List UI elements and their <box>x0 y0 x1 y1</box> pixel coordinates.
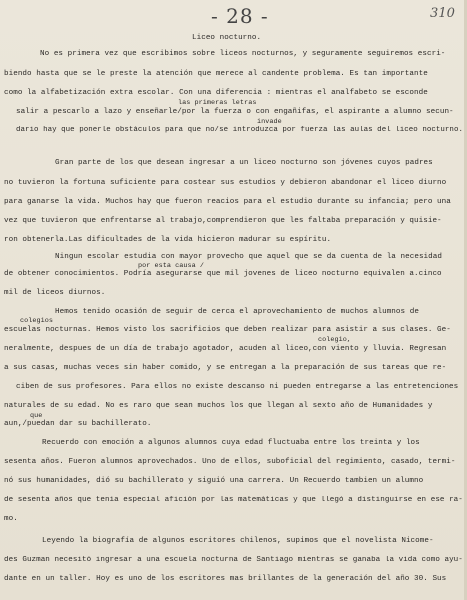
text-line: biendo hasta que se le preste la atención que merece al candente problema. Es tan importante <box>4 70 428 78</box>
interlinear-correction: por esta causa / <box>138 262 205 270</box>
text-line: sesenta años. Fueron alumnos aprovechados. Uno de ellos, suboficial del regimiento, casado, termi- <box>4 458 456 466</box>
document-title: Liceo nocturno. <box>192 34 262 42</box>
text-line: dario hay que ponerle obstáculos para que no/se introduzca por fuerza las aulas del liceo nocturno. <box>16 126 463 134</box>
text-line: aun,/puedan dar su bachillerato. <box>4 420 152 428</box>
text-line: des Guzman necesitó ingresar a una escuela nocturna de Santiago mientras se ganaba la vida como ayu- <box>4 556 463 564</box>
text-line: a sus casas, muchas veces sin haber comido, y se entregan a la preparación de sus tareas que re- <box>4 364 447 372</box>
text-line: ron obtenerla.Las dificultades de la vida hicieron madurar su espíritu. <box>4 236 332 244</box>
text-line: naturales de su edad. No es raro que sean muchos los que llegan al sexto año de Humanidades y <box>4 402 433 410</box>
text-line: Recuerdo con emoción a algunos alumnos cuya edad fluctuaba entre los treinta y los <box>42 439 420 447</box>
text-line: Hemos tenido ocasión de seguir de cerca el aprovechamiento de muchos alumnos de <box>55 308 419 316</box>
page-number: - 28 - <box>211 4 269 28</box>
text-line: vez que tuvieron que enfrentarse al trabajo,comprendieron que les faltaba preparación y quisie- <box>4 217 442 225</box>
text-line: neralmente, despues de un día de trabajo agotador, acuden al liceo,con viento y lluvia. Regresan <box>4 345 447 353</box>
text-line: como la alfabetización extra escolar. Con una diferencia : mientras el analfabeto se esconde <box>4 89 428 97</box>
text-line: mil de liceos diurnos. <box>4 289 106 297</box>
text-line: salir a pescarlo a lazo y enseñarle/por la fuerza o con engañifas, el aspirante a alumno secun- <box>16 108 454 116</box>
text-line: escuelas nocturnas. Hemos visto los sacrificios que deben realizar para asistir a sus clases. Ge- <box>4 326 451 334</box>
interlinear-correction: las primeras letras <box>178 99 257 107</box>
text-line: No es primera vez que escribimos sobre liceos nocturnos, y seguramente seguiremos escri- <box>40 50 446 58</box>
interlinear-correction: que <box>30 412 43 420</box>
text-line: de sesenta años que tenía especial afición por las matemáticas y que llegó a distinguirse en ese ra- <box>4 496 463 504</box>
text-line: mo. <box>4 515 18 523</box>
text-line: ciben de sus profesores. Para ellos no existe descanso ni pueden entregarse a las entretenciones <box>16 383 459 391</box>
interlinear-correction: invade <box>257 118 282 126</box>
text-line: de obtener conocimientos. Podría asegurarse que mil jovenes de liceo nocturno equivalen a.cinco <box>4 270 442 278</box>
text-line: dante en un taller. Hoy es uno de los escritores mas brillantes de la generación del año 30. Sus <box>4 575 447 583</box>
text-line: nó sus humanidades, dió su bachillerato y siguió una carrera. Un Recuerdo tambien un alumno <box>4 477 424 485</box>
interlinear-correction: colegios <box>20 317 54 325</box>
text-line: Gran parte de los que desean ingresar a un liceo nocturno son jóvenes cuyos padres <box>55 159 433 167</box>
interlinear-correction: colegio, <box>318 336 352 344</box>
text-line: Ningun escolar estudia con mayor provecho que aquel que se da cuenta de la necesidad <box>55 253 442 261</box>
archive-number: 310 <box>430 6 455 21</box>
text-line: para ganarse la vida. Muchos hay que fueron reacios para el estudio durante su infancia; pero una <box>4 198 451 206</box>
text-line: Leyendo la biografía de algunos escritores chilenos, supimos que el novelista Nicome- <box>42 537 434 545</box>
text-line: no tuvieron la fortuna suficiente para costear sus estudios y debieron abandonar el liceo diurno <box>4 179 447 187</box>
